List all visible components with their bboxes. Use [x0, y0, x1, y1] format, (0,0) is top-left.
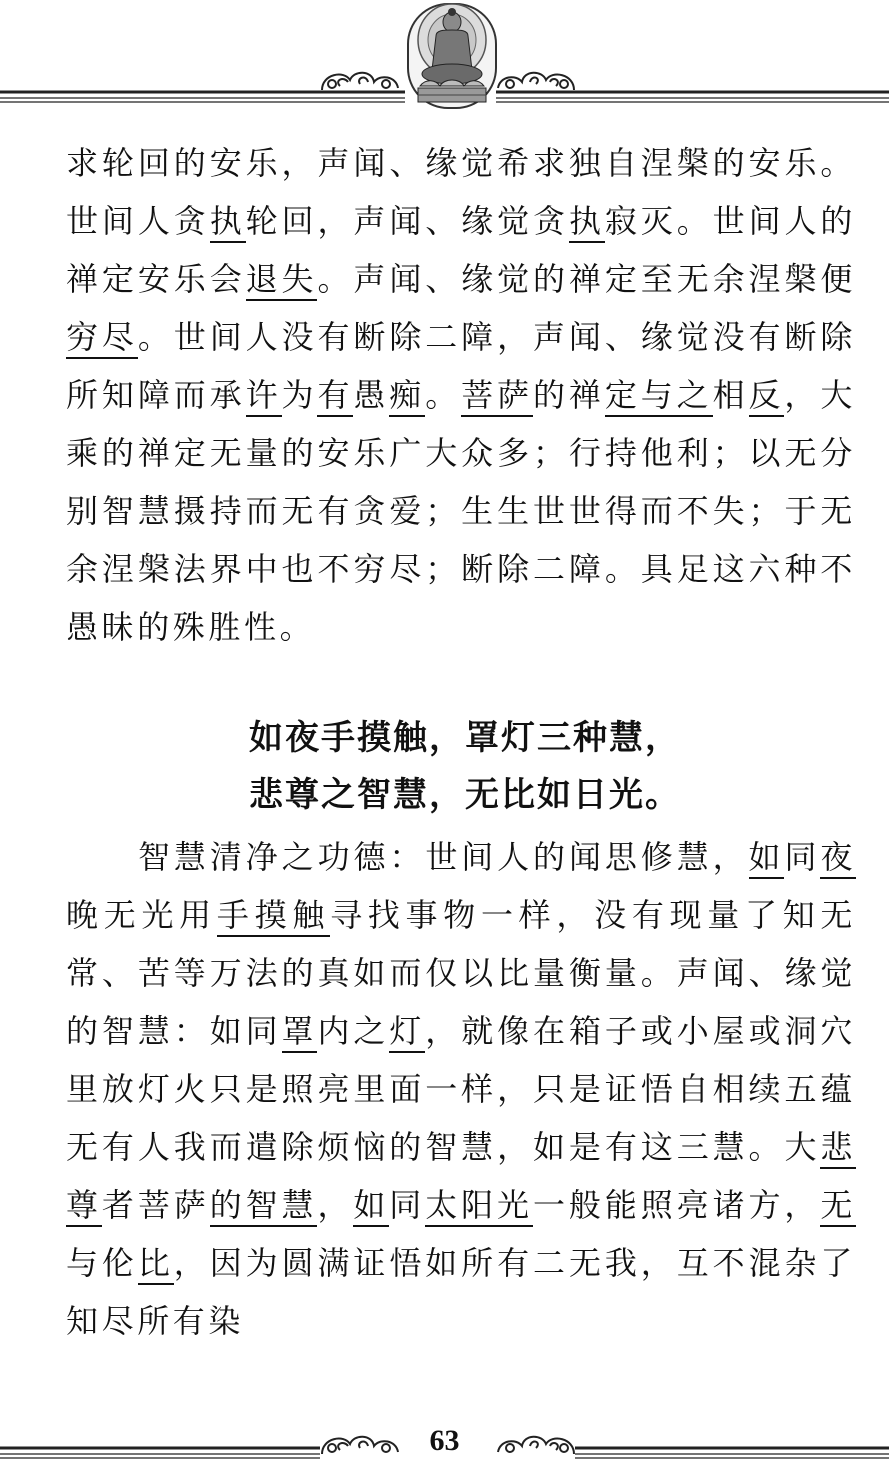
buddha-ornament-icon — [0, 0, 889, 112]
underlined-text: 执 — [210, 202, 246, 243]
underlined-text: 执 — [569, 202, 605, 243]
page-body — [66, 134, 856, 1350]
text-run: 为 — [281, 376, 318, 414]
text-run: 同 — [784, 838, 821, 876]
underlined-text: 无 — [820, 1186, 856, 1227]
underlined-text: 罩 — [282, 1012, 318, 1053]
page-header-ornament — [0, 0, 889, 112]
underlined-text: 痴 — [389, 376, 425, 417]
underlined-text: 穷尽 — [66, 318, 138, 359]
underlined-text: 菩萨 — [461, 376, 533, 417]
underlined-text: 如 — [749, 838, 785, 879]
text-run: 内之 — [317, 1012, 390, 1050]
text-run: 求轮回的安乐，声闻、缘觉希求独自涅槃的安乐。世间人贪 — [66, 144, 856, 240]
underlined-text: 悲尊 — [66, 1128, 856, 1227]
text-run: ，因为圆满证悟如所有二无我，互不混杂了知尽所有染 — [66, 1244, 857, 1340]
text-run: ，就像在箱子或小屋或洞穴里放灯火只是照亮里面一样，只是证悟自相续五蕴无有人我而遣除烦恼的智慧，如是有这三慧。大 — [66, 1012, 857, 1166]
verse — [66, 710, 856, 824]
verse-line-2: 悲尊之智慧，无比如日光。 — [249, 775, 681, 815]
underlined-text: 定与之 — [605, 376, 713, 417]
text-run: 的禅 — [532, 376, 605, 414]
verse-line-1: 如夜手摸触，罩灯三种慧， — [249, 718, 681, 758]
underlined-text: 许 — [246, 376, 282, 417]
text-run: 寻找事物一样，没有现量了知无常、苦等万法的真如而仅以比量衡量。声闻、缘觉的智慧：如同 — [66, 896, 857, 1050]
underlined-text: 反 — [749, 376, 785, 417]
underlined-text: 手摸触 — [217, 896, 330, 937]
underlined-text: 的智慧 — [210, 1186, 318, 1227]
text-run: 同 — [389, 1186, 426, 1224]
paragraph-2 — [66, 828, 856, 1350]
text-run: 智慧清净之功德：世间人的闻思修慧， — [138, 838, 749, 876]
text-run: 愚 — [353, 376, 390, 414]
text-run: 者菩萨 — [101, 1186, 210, 1224]
text-run: 寂灭。世间人的禅定安乐会 — [66, 202, 857, 298]
text-run: 轮回，声闻、缘觉贪 — [245, 202, 569, 240]
text-run: 与伦 — [66, 1244, 138, 1282]
text-run: 晚无光用 — [66, 896, 217, 934]
text-run: 。声闻、缘觉的禅定至无余涅槃便 — [317, 260, 856, 298]
text-run: 。 — [425, 376, 462, 414]
underlined-text: 比 — [138, 1244, 174, 1285]
underlined-text: 有 — [317, 376, 353, 417]
underlined-text: 太阳光 — [425, 1186, 533, 1227]
underlined-text: 退失 — [246, 260, 318, 301]
text-run: ， — [317, 1186, 354, 1224]
text-run: 。世间人没有断除二障，声闻、缘觉没有断除所知障而承 — [66, 318, 856, 414]
text-run: 一般能照亮诸方， — [532, 1186, 821, 1224]
text-run: ，大乘的禅定无量的安乐广大众多；行持他利；以无分别智慧摄持而无有贪爱；生生世世得而不失；于无余涅槃法界中也不穷尽；断除二障。具足这六种不愚昧的殊胜性。 — [66, 376, 856, 646]
paragraph-1 — [66, 134, 856, 656]
underlined-text: 如 — [353, 1186, 389, 1227]
page-number: 63 — [429, 1424, 460, 1457]
text-run: 相 — [712, 376, 749, 414]
underlined-text: 灯 — [389, 1012, 425, 1053]
underlined-text: 夜 — [820, 838, 856, 879]
